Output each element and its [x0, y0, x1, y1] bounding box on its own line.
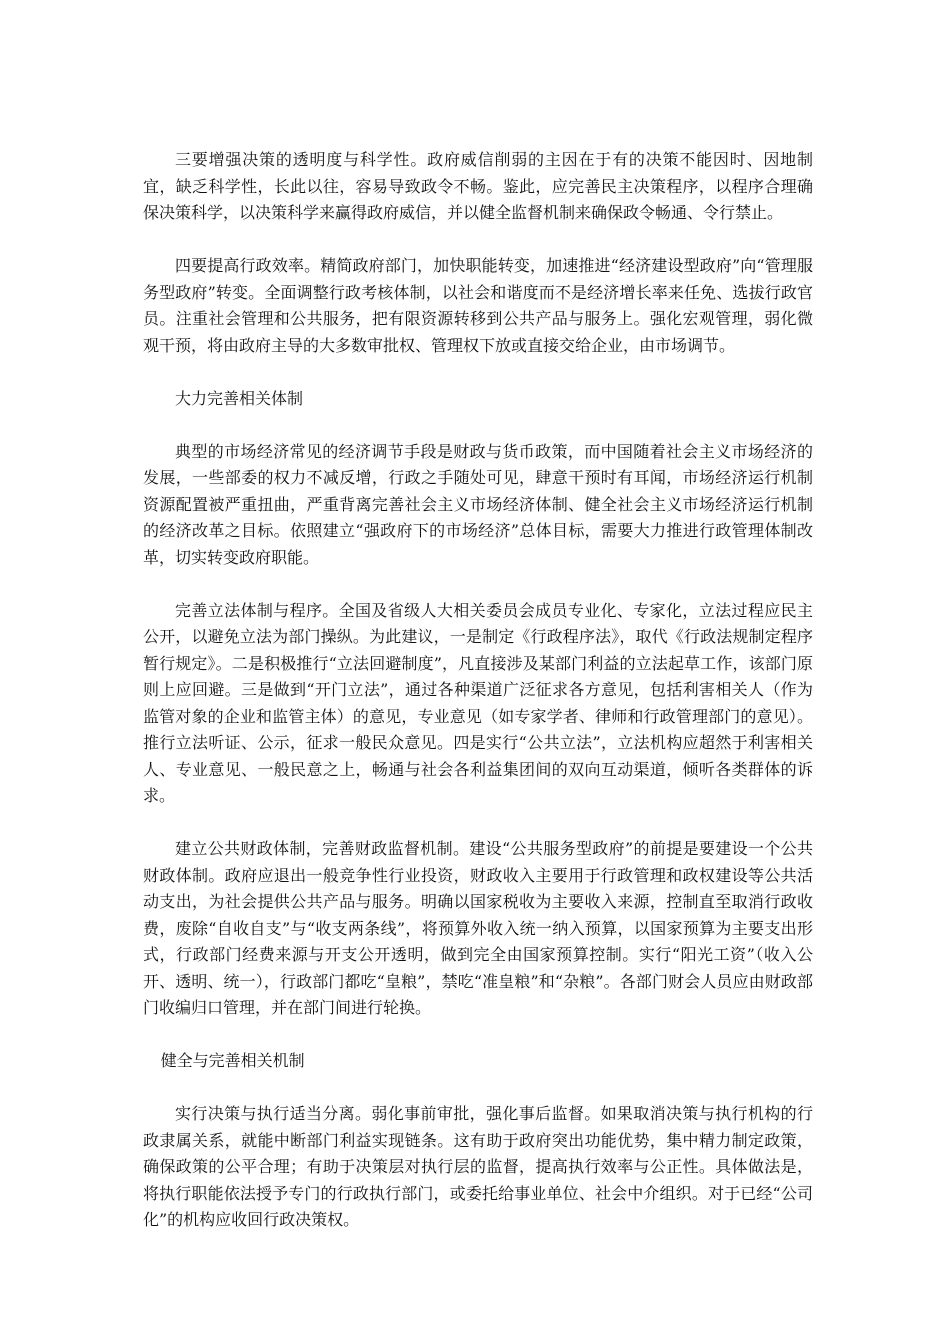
section-heading-mechanisms: 健全与完善相关机制 — [160, 1051, 305, 1070]
paragraph-transparency: 三要增强决策的透明度与科学性。政府威信削弱的主因在于有的决策不能因时、因地制宜，缺乏科学性，长此以往，容易导致政令不畅。鉴此，应完善民主决策程序，以程序合理确保决策科学，以决策科学来赢得政府威信，并以健全监督机制来确保政令畅通、令行禁止。 — [143, 150, 813, 222]
paragraph-public-finance: 建立公共财政体制，完善财政监督机制。建设“公共服务型政府”的前提是要建设一个公共财政体制。政府应退出一般竞争性行业投资，财政收入主要用于行政管理和政权建设等公共活动支出，为社会提供公共产品与服务。明确以国家税收为主要收入来源，控制直至取消行政收费，废除“自收自支”与“收支两条线”，将预算外收入统一纳入预算，以国家预算为主要支出形式，行政部门经费来源与开支公开透明，做到完全由国家预算控制。实行“阳光工资”（收入公开、透明、统一），行政部门都吃“皇粮”，禁吃“准皇粮”和“杂粮”。各部门财会人员应由财政部门收编归口管理，并在部门间进行轮换。 — [143, 839, 813, 1017]
paragraph-decision-execution: 实行决策与执行适当分离。弱化事前审批，强化事后监督。如果取消决策与执行机构的行政隶属关系，就能中断部门利益实现链条。这有助于政府突出功能优势，集中精力制定政策，确保政策的公平合理；有助于决策层对执行层的监督，提高执行效率与公正性。具体做法是，将执行职能依法授予专门的行政执行部门，或委托给事业单位、社会中介组织。对于已经“公司化”的机构应收回行政决策权。 — [143, 1104, 813, 1229]
document-page — [143, 147, 813, 1260]
paragraph-efficiency: 四要提高行政效率。精简政府部门，加快职能转变，加速推进“经济建设型政府”向“管理服务型政府”转变。全面调整行政考核体制，以社会和谐度而不是经济增长率来任免、选拔行政官员。注重社会管理和公共服务，把有限资源转移到公共产品与服务上。强化宏观管理，弱化微观干预，将由政府主导的大多数审批权、管理权下放或直接交给企业，由市场调节。 — [143, 256, 813, 355]
paragraph-legislation: 完善立法体制与程序。全国及省级人大相关委员会成员专业化、专家化，立法过程应民主公开，以避免立法为部门操纵。为此建议，一是制定《行政程序法》，取代《行政法规制定程序暂行规定》。二是积极推行“立法回避制度”，凡直接涉及某部门利益的立法起草工作，该部门原则上应回避。三是做到“开门立法”，通过各种渠道广泛征求各方意见，包括利害相关人（作为监管对象的企业和监管主体）的意见，专业意见（如专家学者、律师和行政管理部门的意见）。推行立法听证、公示，征求一般民众意见。四是实行“公共立法”，立法机构应超然于利害相关人、专业意见、一般民意之上，畅通与社会各利益集团间的双向互动渠道，倾听各类群体的诉求。 — [143, 600, 813, 805]
section-heading-systems: 大力完善相关体制 — [175, 388, 304, 408]
paragraph-market-economy: 典型的市场经济常见的经济调节手段是财政与货币政策，而中国随着社会主义市场经济的发展，一些部委的权力不减反增，行政之手随处可见，肆意干预时有耳闻，市场经济运行机制资源配置被严重扭曲，严重背离完善社会主义市场经济体制、健全社会主义市场经济运行机制的经济改革之目标。依照建立“强政府下的市场经济”总体目标，需要大力推进行政管理体制改革，切实转变政府职能。 — [143, 441, 813, 567]
